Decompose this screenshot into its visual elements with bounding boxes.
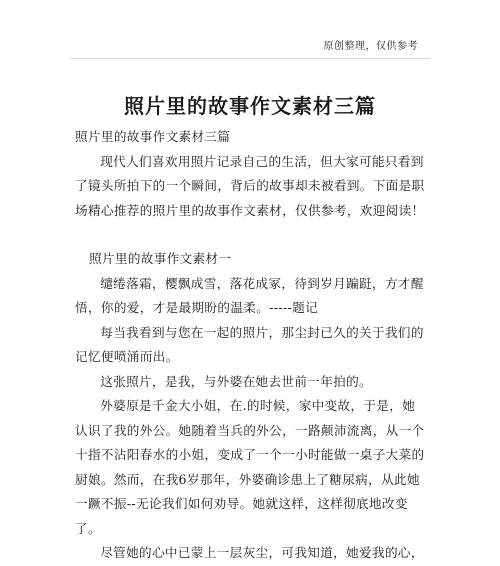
document-subtitle: 照片里的故事作文素材三篇 bbox=[75, 129, 231, 144]
body-paragraph: 外婆原是千金大小姐，在.的时候，家中变故，于是，她认识了我的外公。她随着当兵的外公，一路颠沛流离，从一个十指不沾阳春水的小姐，变成了一个一小时能做一桌子大菜的厨娘。然而，在我6岁那年，外婆确诊患上了糖尿病，从此她一蹶不振--无论我们如何劝导。她就这样，这样彻底地改变了。 bbox=[75, 398, 425, 536]
header-divider bbox=[70, 58, 430, 59]
header-note: 原创整理，仅供参考 bbox=[323, 41, 418, 52]
document-body bbox=[75, 125, 427, 566]
body-paragraph: 每当我看到与您在一起的照片，那尘封已久的关于我们的记忆便喷涌而出。 bbox=[75, 324, 424, 364]
body-paragraph: 这张照片，是我，与外婆在她去世前一年拍的。 bbox=[100, 373, 373, 389]
body-paragraph: 尽管她的心中已蒙上一层灰尘，可我知道，她爱我的心， bbox=[100, 545, 424, 560]
section-heading: 照片里的故事作文素材一 bbox=[89, 251, 232, 266]
intro-paragraph: 现代人们喜欢用照片记录自己的生活，但大家可能只看到了镜头所拍下的一个瞬间，背后的故事却未被看到。下面是职场精心推荐的照片里的故事作文素材，仅供参考，欢迎阅读！ bbox=[75, 153, 425, 218]
body-paragraph: 缱绻落霜，樱飘成雪，落花成冢，待到岁月蹁跹，方才醒悟，你的爱，才是最期盼的温柔。-----题记 bbox=[75, 275, 424, 315]
page-title: 照片里的故事作文素材三篇 bbox=[124, 94, 376, 118]
